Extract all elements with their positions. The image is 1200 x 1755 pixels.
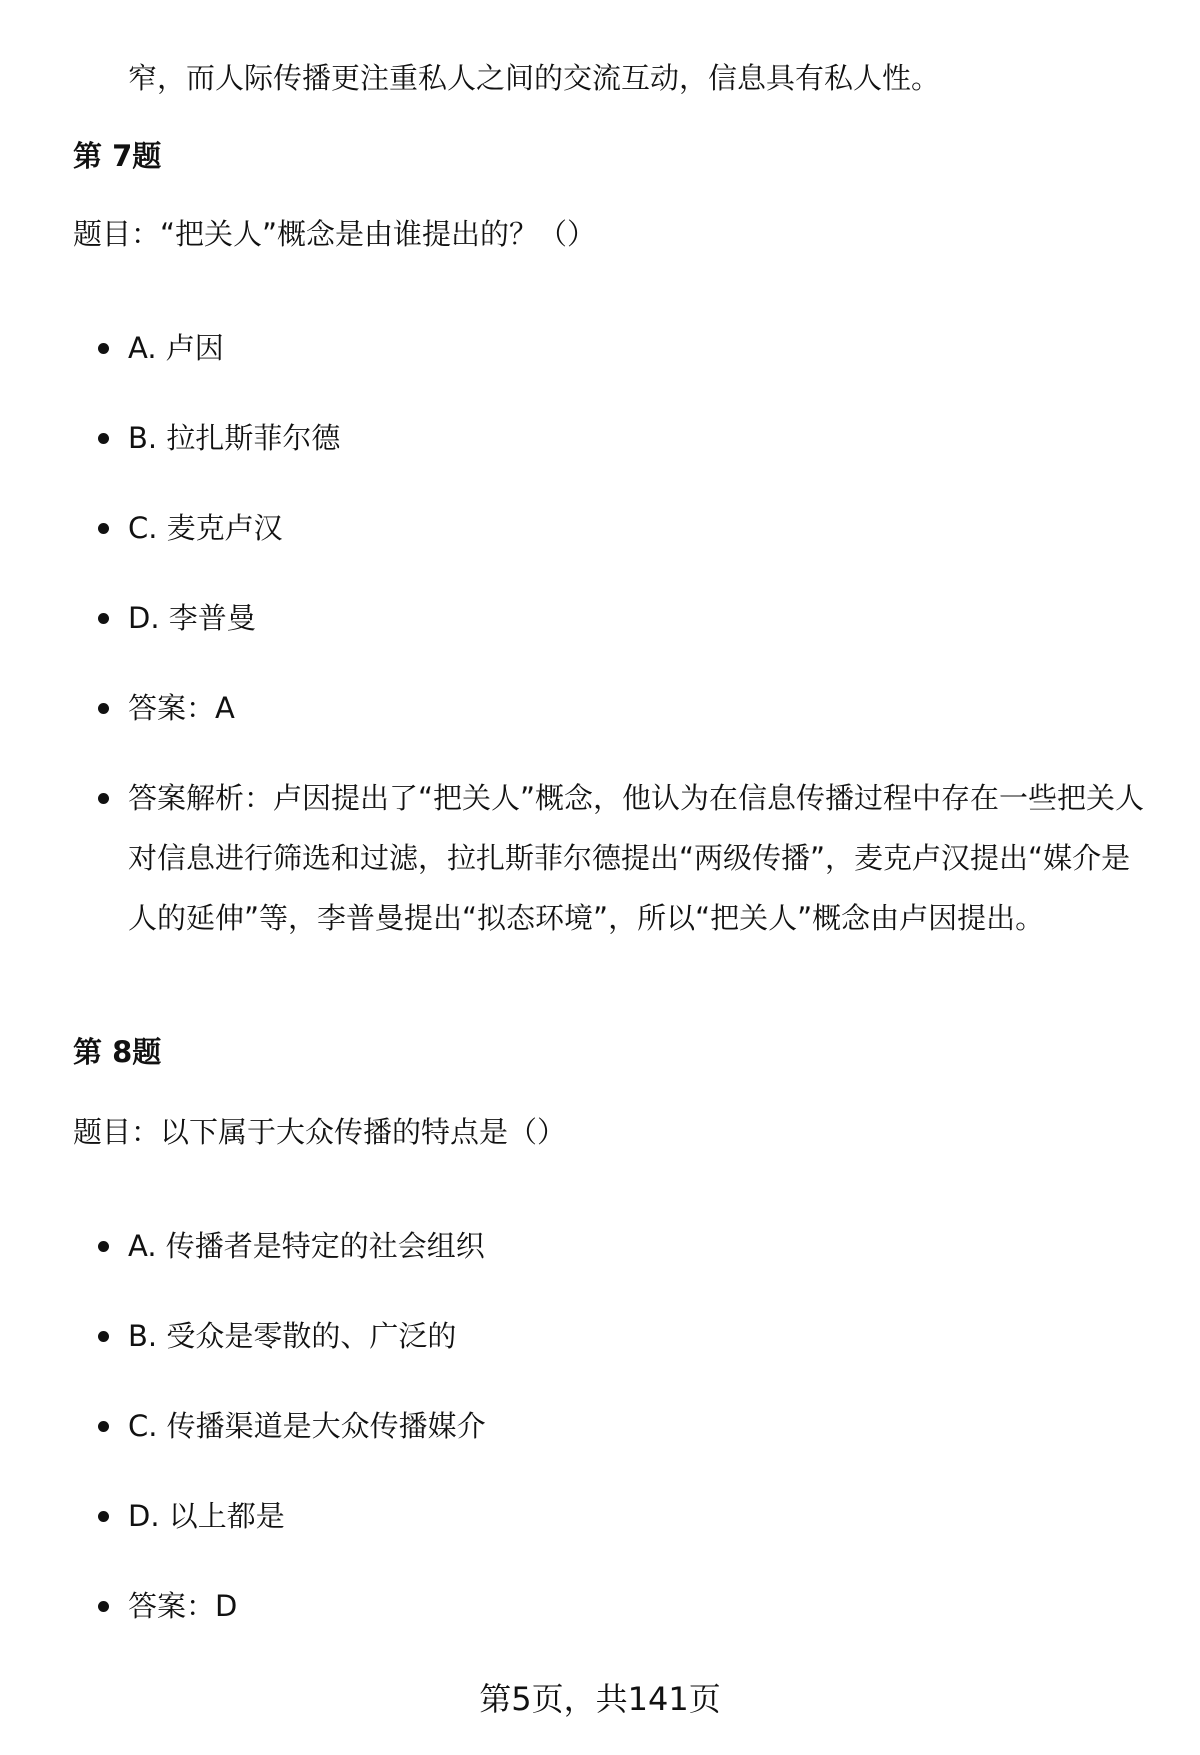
question-7-prompt: 题目：“把关人”概念是由谁提出的？（） [73,217,597,251]
question-8-heading: 第 8题 [73,1035,162,1069]
question-8-answer [128,1576,1148,1636]
question-7-answer [128,678,1148,738]
question-7-heading: 第 7题 [73,139,162,173]
answer-text: 答案：A [128,691,235,725]
answer-text: 答案：D [128,1589,238,1623]
bullet-icon [98,343,109,354]
bullet-icon [98,523,109,534]
bullet-icon [98,793,109,804]
bullet-icon [98,1241,109,1252]
bullet-icon [98,613,109,624]
bullet-icon [98,1601,109,1612]
question-7-option-c [128,498,1148,558]
continuation-text: 窄，而人际传播更注重私人之间的交流互动，信息具有私人性。 [128,61,941,95]
question-7-option-d [128,588,1148,648]
explanation-text: 答案解析：卢因提出了“把关人”概念，他认为在信息传播过程中存在一些把关人对信息进行筛选和过滤，拉扎斯菲尔德提出“两级传播”，麦克卢汉提出“媒介是人的延伸”等，李普曼提出“拟态环境”，所以“把关人”概念由卢因提出。 [128,781,1145,935]
option-text: A. 卢因 [128,331,224,365]
bullet-icon [98,1421,109,1432]
bullet-icon [98,1331,109,1342]
bullet-icon [98,703,109,714]
question-8-prompt: 题目：以下属于大众传播的特点是（） [73,1115,567,1149]
question-8-option-d [128,1486,1148,1546]
question-8-option-b [128,1306,1148,1366]
option-text: A. 传播者是特定的社会组织 [128,1229,485,1263]
option-text: C. 麦克卢汉 [128,511,283,545]
option-text: D. 李普曼 [128,601,256,635]
question-7-option-b [128,408,1148,468]
bullet-icon [98,1511,109,1522]
bullet-icon [98,433,109,444]
question-7-explanation [128,768,1148,948]
option-text: B. 受众是零散的、广泛的 [128,1319,457,1353]
option-text: C. 传播渠道是大众传播媒介 [128,1409,486,1443]
question-7-option-a [128,318,1148,378]
option-text: D. 以上都是 [128,1499,285,1533]
question-8-option-a [128,1216,1148,1276]
page-footer: 第5页，共141页 [479,1680,721,1718]
question-8-option-c [128,1396,1148,1456]
option-text: B. 拉扎斯菲尔德 [128,421,341,455]
